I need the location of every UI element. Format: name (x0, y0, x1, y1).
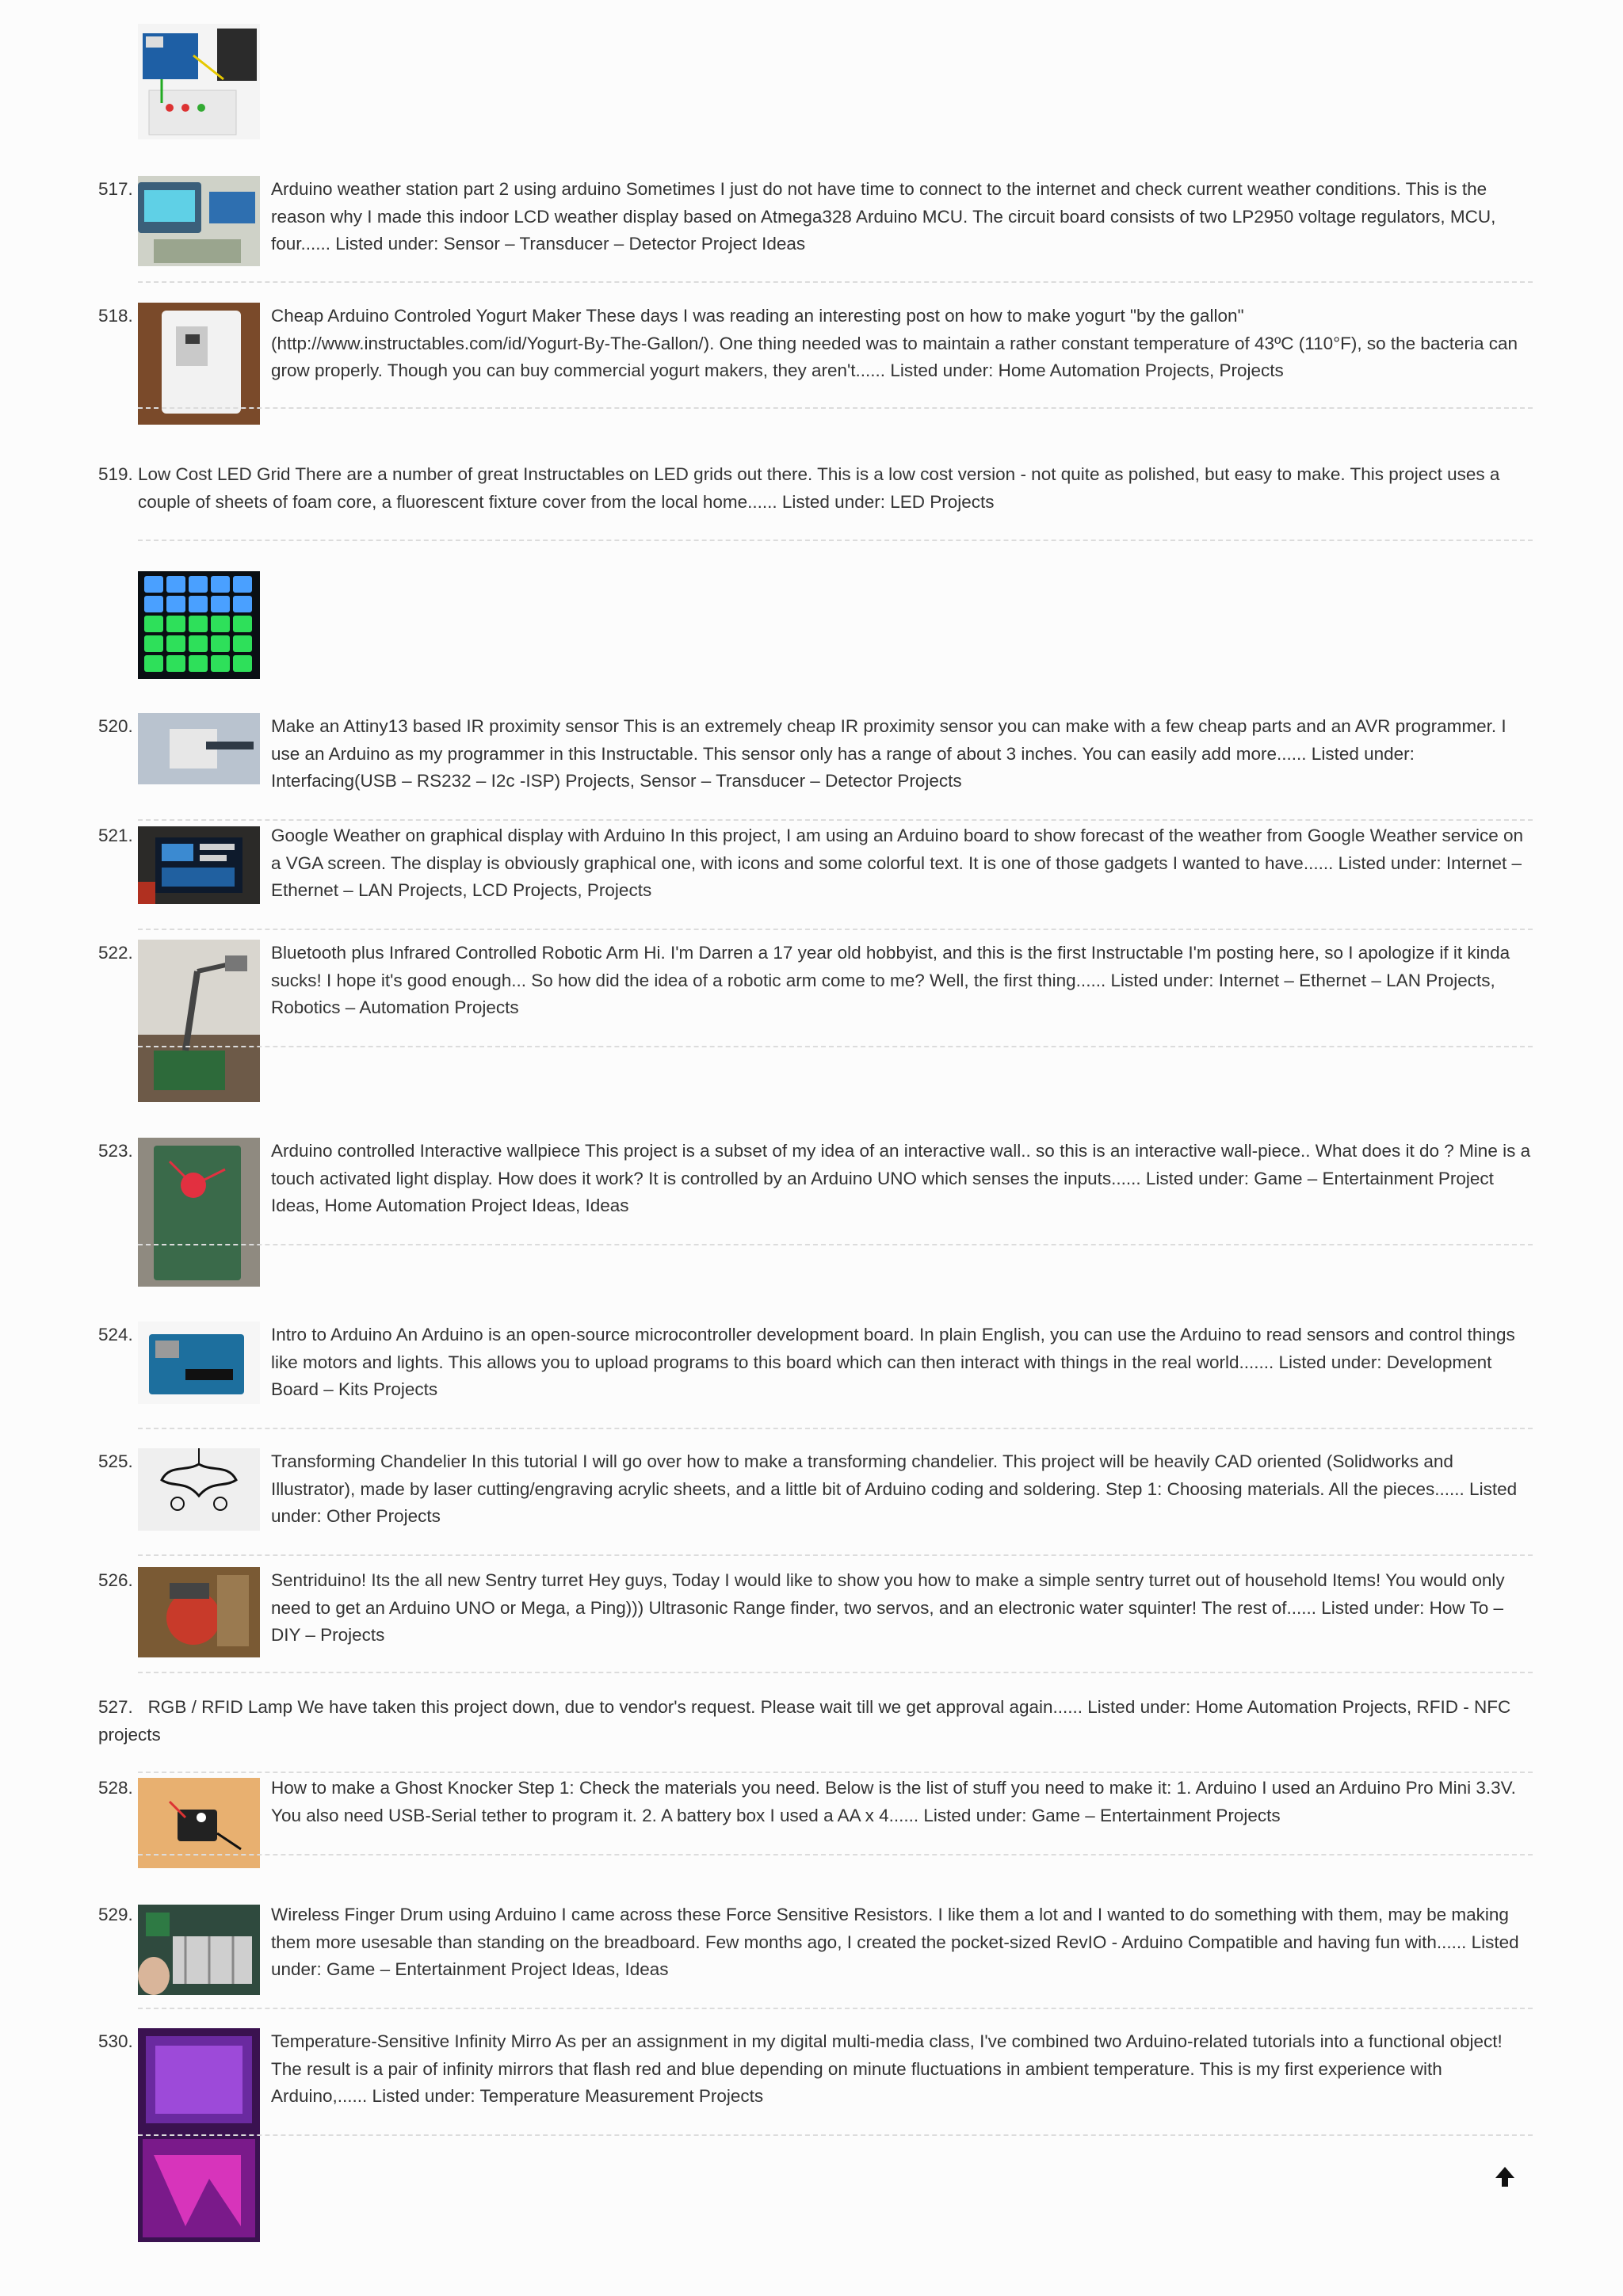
separator (138, 2134, 1533, 2136)
separator (138, 2008, 1533, 2009)
separator (138, 1428, 1533, 1429)
item-number: 530. (98, 2031, 133, 2051)
thumbnail-521[interactable] (138, 826, 260, 904)
led-cell (144, 655, 163, 672)
led-cell (166, 616, 185, 632)
led-cell (166, 635, 185, 652)
led-cell (189, 596, 208, 612)
item-description: How to make a Ghost Knocker Step 1: Check the materials you need. Below is the list of stuff you need to make it: 1. Arduino I used an Arduino Pro Mini 3.3V. You also need USB-Serial tether to program it. 2. A battery box I used a AA x 4...... Listed under: Game – Entertainment Projects (271, 1778, 1516, 1825)
thumbnail-525[interactable] (138, 1448, 260, 1531)
scroll-to-top-button[interactable] (1491, 2163, 1518, 2190)
item-number: 524. (98, 1325, 133, 1344)
item-number: 520. (98, 716, 133, 736)
thumbnail-524[interactable] (138, 1322, 260, 1404)
led-cell (211, 576, 230, 593)
item-description: Arduino controlled Interactive wallpiece This project is a subset of my idea of an interactive wall.. so this is an interactive wall-piece.. What does it do ? Mine is a touch activated light display. How does it work? It is controlled by an Arduino UNO which senses the inputs...... Listed under: Game – Entertainment Project Ideas, Home Automation Project Ideas, Ideas (271, 1141, 1531, 1215)
separator (138, 1854, 1533, 1855)
item-number: 526. (98, 1570, 133, 1590)
led-cell (166, 655, 185, 672)
led-cell (144, 635, 163, 652)
thumbnail-526[interactable] (138, 1567, 260, 1657)
item-description: Sentriduino! Its the all new Sentry turret Hey guys, Today I would like to show you how to make a simple sentry turret out of household Items! You would only need to get an Arduino UNO or Mega, a Ping))) Ultrasonic Range finder, two servos, and an electronic water squinter! The rest of...... Listed under: How To – DIY – Projects (271, 1570, 1505, 1645)
separator (138, 1244, 1533, 1245)
item-description: Transforming Chandelier In this tutorial I will go over how to make a transforming chandelier. This project will be heavily CAD oriented (Solidworks and Illustrator), made by laser cutting/engraving acrylic sheets, and a little bit of Arduino coding and soldering. Step 1: Choosing materials. All the pieces...... Listed under: Other Projects (271, 1451, 1518, 1526)
item-number: 525. (98, 1451, 133, 1471)
led-cell (189, 655, 208, 672)
led-cell (211, 596, 230, 612)
item-description: Arduino weather station part 2 using arduino Sometimes I just do not have time to connect to the internet and check current weather conditions. This is the reason why I made this indoor LCD weather display based on Atmega328 Arduino MCU. The circuit board consists of two LP2950 voltage regulators, MCU, four...... Listed under: Sensor – Transducer – Detector Project Ideas (271, 179, 1496, 254)
item-number: 527. (98, 1697, 133, 1717)
separator (138, 1046, 1533, 1047)
thumbnail-516[interactable] (138, 24, 260, 139)
led-cell (233, 655, 252, 672)
item-description: Google Weather on graphical display with Arduino In this project, I am using an Arduino board to show forecast of the weather from Google Weather service on a VGA screen. The display is obviously graphical one, with icons and some colorful text. It is one of those gadgets I wanted to have...... Listed under: Internet – Ethernet – LAN Projects, LCD Projects, Projects (271, 826, 1524, 900)
led-cell (211, 616, 230, 632)
thumbnail-523[interactable] (138, 1138, 260, 1287)
item-number: 519. (98, 464, 133, 484)
item-number: 528. (98, 1778, 133, 1798)
separator (138, 1672, 1533, 1673)
led-cell (189, 576, 208, 593)
led-cell (233, 576, 252, 593)
thumbnail-517[interactable] (138, 176, 260, 266)
led-cell (144, 616, 163, 632)
led-cell (166, 596, 185, 612)
item-description (98, 1694, 1533, 1749)
led-cell (211, 635, 230, 652)
item-description: Temperature-Sensitive Infinity Mirro As per an assignment in my digital multi-media class, I've combined two Arduino-related tutorials into a functional object! The result is a pair of infinity mirrors that flash red and blue depending on minute fluctuations in ambient temperature. This is my first experience with Arduino,...... Listed under: Temperature Measurement Projects (271, 2031, 1503, 2106)
thumbnail-519[interactable] (138, 571, 260, 679)
led-cell (166, 576, 185, 593)
led-cell (189, 635, 208, 652)
item-description: Cheap Arduino Controled Yogurt Maker These days I was reading an interesting post on how to make yogurt "by the gallon" (http://www.instructables.com/id/Yogurt-By-The-Gallon/). One thing needed was to maintain a rather constant temperature of 43ºC (110°F), so the bacteria can grow properly. Though you can buy commercial yogurt makers, they aren't...... Listed under: Home Automation Projects, Projects (271, 306, 1518, 380)
item-number: 517. (98, 179, 133, 199)
item-description: Make an Attiny13 based IR proximity sensor This is an extremely cheap IR proximity sensor you can make with a few cheap parts and an AVR programmer. I use an Arduino as my programmer in this Instructable. This sensor only has a range of about 3 inches. You can easily add more...... Listed under: Interfacing(USB – RS232 – I2c -ISP) Projects, Sensor – Transducer – Detector Projects (271, 716, 1507, 791)
item-number: 529. (98, 1905, 133, 1924)
item-number: 522. (98, 943, 133, 963)
separator (138, 819, 1533, 821)
separator (138, 540, 1533, 541)
separator (138, 929, 1533, 930)
separator (138, 1554, 1533, 1556)
led-cell (189, 616, 208, 632)
item-number: 523. (98, 1141, 133, 1161)
thumbnail-520[interactable] (138, 713, 260, 784)
thumbnail-522[interactable] (138, 940, 260, 1102)
separator (138, 1772, 1533, 1773)
separator (138, 407, 1533, 409)
led-cell (144, 596, 163, 612)
separator (138, 281, 1533, 283)
thumbnail-518[interactable] (138, 303, 260, 425)
item-description (98, 461, 1533, 516)
led-cell (144, 576, 163, 593)
item-description-text: RGB / RFID Lamp We have taken this project down, due to vendor's request. Please wait till we get approval again...... Listed under: Home Automation Projects, RFID - NFC projects (98, 1697, 1511, 1745)
item-description: Wireless Finger Drum using Arduino I came across these Force Sensitive Resistors. I like them a lot and I wanted to do something with them, may be making them more usesable than standing on the breadboard. Few months ago, I created the pocket-sized RevIO - Arduino Compatible and having fun with...... Listed under: Game – Entertainment Project Ideas, Ideas (271, 1905, 1519, 1979)
led-cell (233, 596, 252, 612)
thumbnail-529[interactable] (138, 1905, 260, 1995)
item-description: Bluetooth plus Infrared Controlled Robotic Arm Hi. I'm Darren a 17 year old hobbyist, and this is the first Instructable I'm posting here, so I apologize if it kinda sucks! I hope it's good enough... So how did the idea of a robotic arm come to me? Well, the first thing...... Listed under: Internet – Ethernet – LAN Projects, Robotics – Automation Projects (271, 943, 1510, 1017)
led-cell (233, 635, 252, 652)
item-number: 521. (98, 826, 133, 845)
item-description: Intro to Arduino An Arduino is an open-source microcontroller development board. In plain English, you can use the Arduino to read sensors and control things like motors and lights. This allows you to upload programs to this board which can then interact with things in the real world....... Listed under: Development Board – Kits Projects (271, 1325, 1515, 1399)
item-description-text: Low Cost LED Grid There are a number of great Instructables on LED grids out there. This is a low cost version - not quite as polished, but easy to make. This project uses a couple of sheets of foam core, a fluorescent fixture cover from the local home...... Listed under: LED Projects (138, 464, 1500, 512)
led-cell (211, 655, 230, 672)
arrow-up-icon (1491, 2163, 1518, 2190)
led-cell (233, 616, 252, 632)
item-number: 518. (98, 306, 133, 326)
